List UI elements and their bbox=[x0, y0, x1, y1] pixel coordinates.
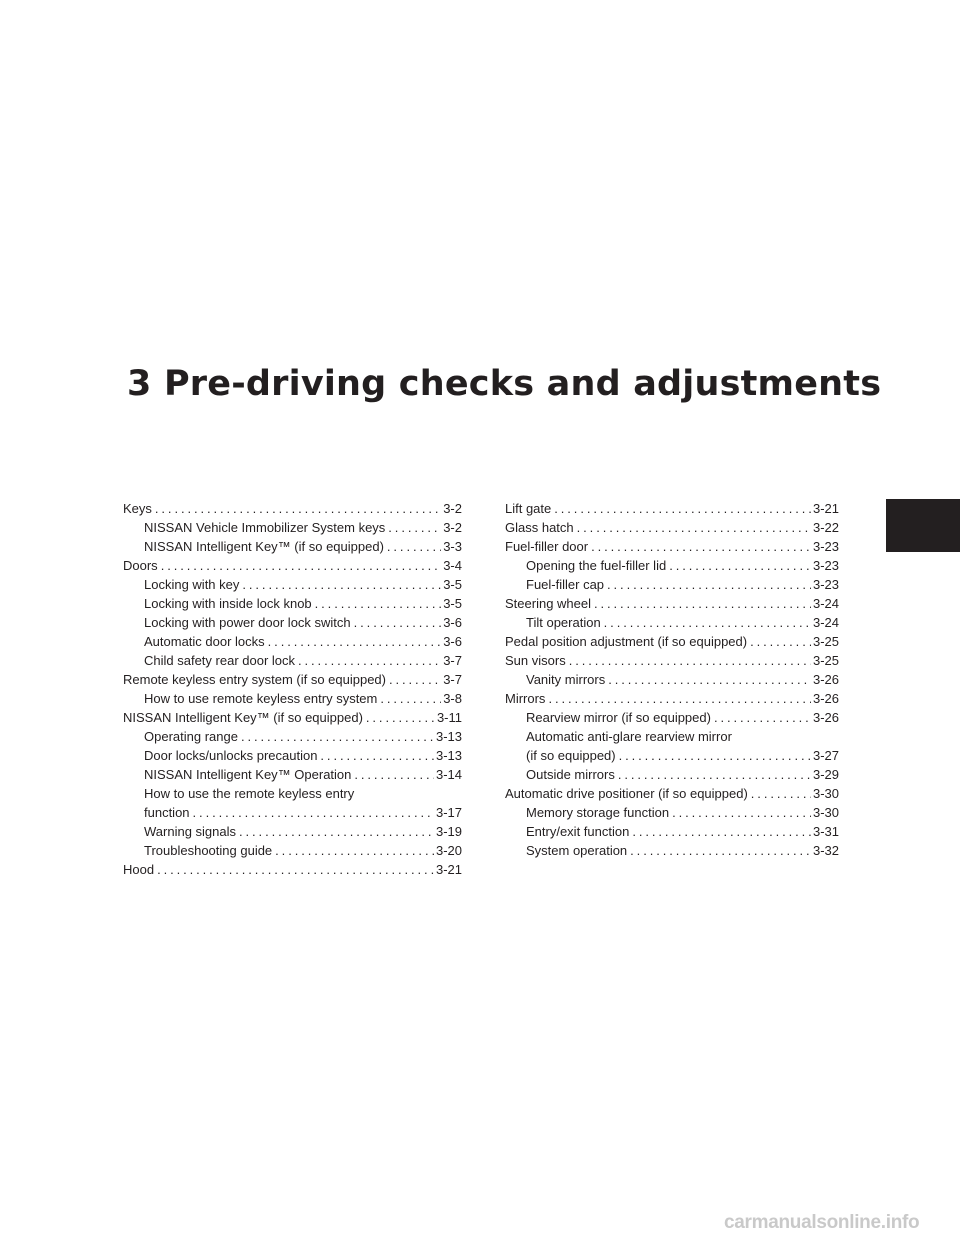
toc-entry-page: 3-24 bbox=[812, 615, 839, 630]
toc-entry-page: 3-17 bbox=[435, 805, 462, 820]
dot-leader bbox=[157, 860, 434, 879]
toc-entry-fuel-filler-cap[interactable] bbox=[505, 575, 839, 594]
toc-entry-page: 3-6 bbox=[443, 615, 462, 630]
toc-entry-remote-keyless-entry-system-if-so-equipped[interactable] bbox=[123, 670, 462, 689]
toc-entry-automatic-anti-glare-rearview-mirror-cont[interactable] bbox=[505, 746, 839, 765]
toc-entry-automatic-anti-glare-rearview-mirror[interactable] bbox=[505, 727, 839, 746]
dot-leader bbox=[632, 822, 811, 841]
toc-entry-page: 3-3 bbox=[443, 539, 462, 554]
toc-entry-lift-gate[interactable] bbox=[505, 499, 839, 518]
dot-leader bbox=[548, 689, 811, 708]
toc-entry-label: How to use the remote keyless entry bbox=[144, 786, 355, 801]
toc-entry-door-locks-unlocks-precaution[interactable] bbox=[123, 746, 462, 765]
toc-entry-page: 3-24 bbox=[812, 596, 839, 611]
toc-entry-page: 3-26 bbox=[812, 710, 839, 725]
toc-entry-nissan-vehicle-immobilizer-system-keys[interactable] bbox=[123, 518, 462, 537]
toc-entry-page: 3-8 bbox=[443, 691, 462, 706]
toc-entry-page: 3-29 bbox=[812, 767, 839, 782]
toc-entry-vanity-mirrors[interactable] bbox=[505, 670, 839, 689]
toc-entry-how-to-use-the-remote-keyless-entry[interactable] bbox=[123, 784, 462, 803]
watermark: carmanualsonline.info bbox=[724, 1212, 920, 1233]
dot-leader bbox=[298, 651, 441, 670]
toc-entry-label: Entry/exit function bbox=[526, 824, 630, 839]
toc-entry-page: 3-32 bbox=[812, 843, 839, 858]
toc-entry-label: How to use remote keyless entry system bbox=[144, 691, 378, 706]
dot-leader bbox=[241, 727, 434, 746]
dot-leader bbox=[608, 670, 811, 689]
toc-entry-opening-the-fuel-filler-lid[interactable] bbox=[505, 556, 839, 575]
dot-leader bbox=[380, 689, 441, 708]
toc-entry-locking-with-inside-lock-knob[interactable] bbox=[123, 594, 462, 613]
toc-entry-label: Memory storage function bbox=[526, 805, 670, 820]
toc-entry-page: 3-25 bbox=[812, 634, 839, 649]
dot-leader bbox=[714, 708, 811, 727]
toc-entry-glass-hatch[interactable] bbox=[505, 518, 839, 537]
dot-leader bbox=[672, 803, 811, 822]
dot-leader bbox=[315, 594, 442, 613]
toc-entry-label: NISSAN Vehicle Immobilizer System keys bbox=[144, 520, 386, 535]
toc-entry-pedal-position-adjustment-if-so-equipped[interactable] bbox=[505, 632, 839, 651]
toc-entry-label: Automatic drive positioner (if so equipped) bbox=[505, 786, 748, 801]
toc-entry-label: Fuel-filler door bbox=[505, 539, 589, 554]
toc-entry-nissan-intelligent-key-operation[interactable] bbox=[123, 765, 462, 784]
toc-entry-page: 3-2 bbox=[443, 520, 462, 535]
toc-entry-page: 3-21 bbox=[435, 862, 462, 877]
toc-entry-label: Automatic anti-glare rearview mirror bbox=[526, 729, 732, 744]
toc-entry-label: Locking with inside lock knob bbox=[144, 596, 312, 611]
toc-entry-steering-wheel[interactable] bbox=[505, 594, 839, 613]
toc-entry-page: 3-21 bbox=[812, 501, 839, 516]
dot-leader bbox=[750, 632, 811, 651]
toc-entry-label: Keys bbox=[123, 501, 152, 516]
dot-leader bbox=[268, 632, 442, 651]
toc-entry-page: 3-7 bbox=[443, 672, 462, 687]
dot-leader bbox=[387, 537, 441, 556]
toc-left-column bbox=[123, 499, 462, 879]
toc-entry-outside-mirrors[interactable] bbox=[505, 765, 839, 784]
toc-entry-page: 3-6 bbox=[443, 634, 462, 649]
toc-entry-nissan-intelligent-key-if-so-equipped[interactable] bbox=[123, 537, 462, 556]
toc-right-column bbox=[505, 499, 839, 860]
toc-entry-nissan-intelligent-key-if-so-equipped[interactable] bbox=[123, 708, 462, 727]
toc-entry-label: Locking with power door lock switch bbox=[144, 615, 351, 630]
dot-leader bbox=[354, 613, 442, 632]
dot-leader bbox=[389, 670, 441, 689]
toc-entry-page: 3-13 bbox=[435, 748, 462, 763]
toc-entry-page: 3-11 bbox=[436, 710, 462, 725]
toc-entry-sun-visors[interactable] bbox=[505, 651, 839, 670]
toc-entry-label: NISSAN Intelligent Key™ Operation bbox=[144, 767, 352, 782]
toc-entry-tilt-operation[interactable] bbox=[505, 613, 839, 632]
toc-entry-page: 3-4 bbox=[443, 558, 462, 573]
dot-leader bbox=[320, 746, 434, 765]
toc-entry-locking-with-key[interactable] bbox=[123, 575, 462, 594]
dot-leader bbox=[275, 841, 434, 860]
toc-entry-mirrors[interactable] bbox=[505, 689, 839, 708]
toc-entry-label: System operation bbox=[526, 843, 628, 858]
dot-leader bbox=[604, 613, 811, 632]
toc-entry-label: (if so equipped) bbox=[526, 748, 616, 763]
toc-entry-page: 3-5 bbox=[443, 577, 462, 592]
toc-entry-label: Child safety rear door lock bbox=[144, 653, 296, 668]
toc-entry-label: Opening the fuel-filler lid bbox=[526, 558, 667, 573]
toc-entry-page: 3-30 bbox=[812, 805, 839, 820]
toc-entry-doors[interactable] bbox=[123, 556, 462, 575]
toc-entry-label: Sun visors bbox=[505, 653, 566, 668]
toc-entry-label: Doors bbox=[123, 558, 158, 573]
dot-leader bbox=[388, 518, 441, 537]
dot-leader bbox=[577, 518, 811, 537]
dot-leader bbox=[569, 651, 811, 670]
toc-entry-keys[interactable] bbox=[123, 499, 462, 518]
dot-leader bbox=[161, 556, 442, 575]
toc-entry-page: 3-13 bbox=[435, 729, 462, 744]
toc-entry-page: 3-23 bbox=[812, 577, 839, 592]
toc-entry-automatic-drive-positioner-if-so-equipped[interactable] bbox=[505, 784, 839, 803]
dot-leader bbox=[607, 575, 811, 594]
toc-entry-label: Outside mirrors bbox=[526, 767, 615, 782]
toc-entry-page: 3-26 bbox=[812, 691, 839, 706]
toc-entry-child-safety-rear-door-lock[interactable] bbox=[123, 651, 462, 670]
toc-entry-label: Warning signals bbox=[144, 824, 237, 839]
toc-entry-troubleshooting-guide[interactable] bbox=[123, 841, 462, 860]
toc-entry-page: 3-7 bbox=[443, 653, 462, 668]
toc-entry-label: NISSAN Intelligent Key™ (if so equipped) bbox=[144, 539, 384, 554]
toc-entry-page: 3-19 bbox=[435, 824, 462, 839]
dot-leader bbox=[751, 784, 811, 803]
toc-entry-how-to-use-remote-keyless-entry-system[interactable] bbox=[123, 689, 462, 708]
dot-leader bbox=[619, 746, 811, 765]
toc-entry-page: 3-30 bbox=[812, 786, 839, 801]
dot-leader bbox=[242, 575, 441, 594]
toc-entry-page: 3-22 bbox=[812, 520, 839, 535]
dot-leader bbox=[193, 803, 434, 822]
toc-entry-rearview-mirror-if-so-equipped[interactable] bbox=[505, 708, 839, 727]
dot-leader bbox=[618, 765, 811, 784]
toc-entry-label: Troubleshooting guide bbox=[144, 843, 273, 858]
chapter-thumb-tab bbox=[886, 499, 960, 552]
dot-leader bbox=[366, 708, 435, 727]
toc-entry-how-to-use-the-remote-keyless-entry-cont[interactable] bbox=[123, 803, 462, 822]
dot-leader bbox=[591, 537, 811, 556]
dot-leader bbox=[354, 765, 434, 784]
toc-entry-label: Rearview mirror (if so equipped) bbox=[526, 710, 711, 725]
toc-entry-page: 3-23 bbox=[812, 539, 839, 554]
toc-entry-page: 3-14 bbox=[435, 767, 462, 782]
dot-leader bbox=[630, 841, 811, 860]
toc-entry-label: Mirrors bbox=[505, 691, 546, 706]
toc-entry-page: 3-5 bbox=[443, 596, 462, 611]
toc-entry-label: function bbox=[144, 805, 190, 820]
toc-entry-memory-storage-function[interactable] bbox=[505, 803, 839, 822]
toc-entry-warning-signals[interactable] bbox=[123, 822, 462, 841]
toc-entry-label: Glass hatch bbox=[505, 520, 574, 535]
toc-entry-hood[interactable] bbox=[123, 860, 462, 879]
toc-entry-operating-range[interactable] bbox=[123, 727, 462, 746]
chapter-title: 3 Pre-driving checks and adjustments bbox=[127, 364, 882, 404]
toc-entry-label: Door locks/unlocks precaution bbox=[144, 748, 318, 763]
dot-leader bbox=[155, 499, 441, 518]
toc-entry-automatic-door-locks[interactable] bbox=[123, 632, 462, 651]
toc-entry-page: 3-2 bbox=[443, 501, 462, 516]
toc-entry-label: Locking with key bbox=[144, 577, 240, 592]
toc-entry-label: Steering wheel bbox=[505, 596, 591, 611]
dot-leader bbox=[239, 822, 434, 841]
toc-entry-page: 3-27 bbox=[812, 748, 839, 763]
toc-entry-fuel-filler-door[interactable] bbox=[505, 537, 839, 556]
toc-entry-label: Automatic door locks bbox=[144, 634, 265, 649]
toc-entry-label: Remote keyless entry system (if so equipped) bbox=[123, 672, 386, 687]
toc-entry-page: 3-26 bbox=[812, 672, 839, 687]
dot-leader bbox=[554, 499, 811, 518]
toc-entry-label: Tilt operation bbox=[526, 615, 601, 630]
toc-entry-label: Hood bbox=[123, 862, 155, 877]
toc-entry-page: 3-25 bbox=[812, 653, 839, 668]
toc-entry-page: 3-23 bbox=[812, 558, 839, 573]
toc-entry-page: 3-31 bbox=[812, 824, 839, 839]
toc-entry-label: Operating range bbox=[144, 729, 238, 744]
toc-entry-locking-with-power-door-lock-switch[interactable] bbox=[123, 613, 462, 632]
toc-entry-label: Fuel-filler cap bbox=[526, 577, 605, 592]
dot-leader bbox=[669, 556, 811, 575]
toc-entry-system-operation[interactable] bbox=[505, 841, 839, 860]
toc-entry-label: NISSAN Intelligent Key™ (if so equipped) bbox=[123, 710, 363, 725]
toc-entry-page: 3-20 bbox=[435, 843, 462, 858]
toc-entry-label: Vanity mirrors bbox=[526, 672, 606, 687]
toc-entry-label: Pedal position adjustment (if so equipped) bbox=[505, 634, 748, 649]
toc-entry-label: Lift gate bbox=[505, 501, 552, 516]
toc-entry-entry-exit-function[interactable] bbox=[505, 822, 839, 841]
dot-leader bbox=[594, 594, 811, 613]
